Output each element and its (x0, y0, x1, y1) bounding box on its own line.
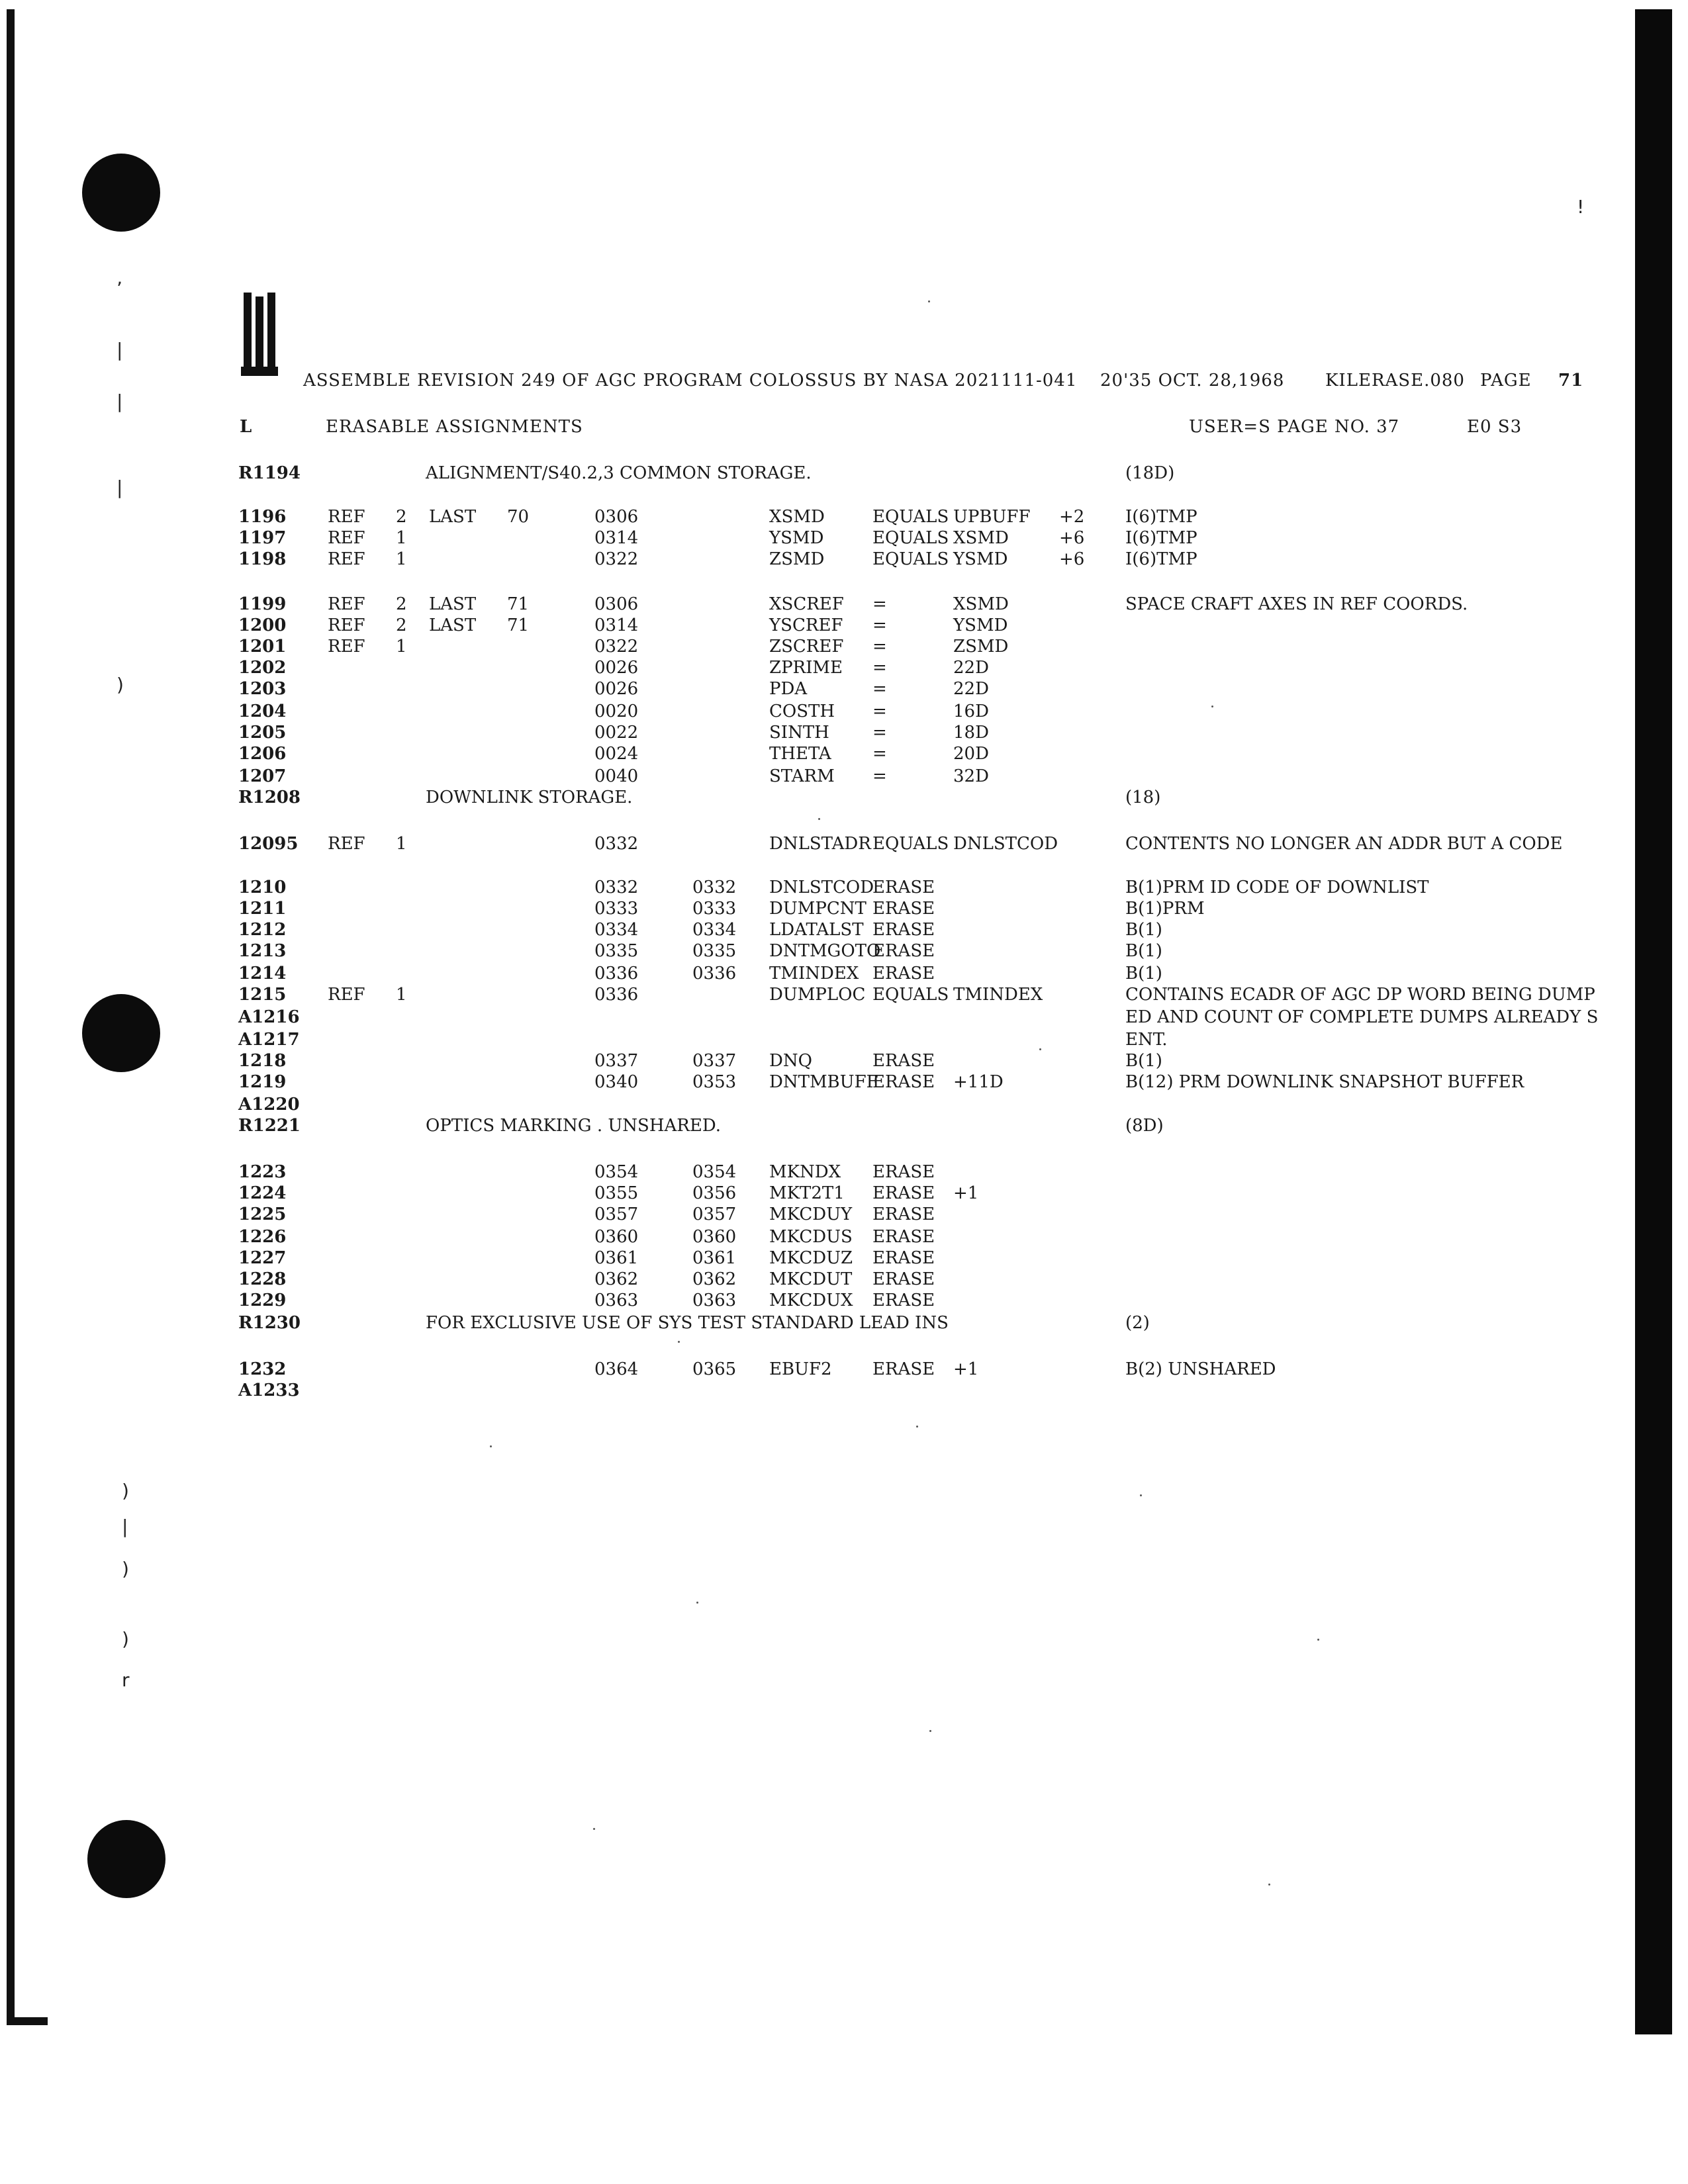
operator: = (872, 637, 887, 657)
margin-mark: | (122, 1516, 128, 1537)
operand: UPBUFF (953, 507, 1031, 527)
operator: ERASE (872, 1072, 935, 1092)
operand: 32D (953, 766, 989, 786)
comment: CONTAINS ECADR OF AGC DP WORD BEING DUMP (1125, 985, 1595, 1005)
line-number: 1196 (238, 507, 287, 527)
comment: ED AND COUNT OF COMPLETE DUMPS ALREADY S (1125, 1007, 1599, 1027)
listing-code: E0 S3 (1467, 417, 1523, 437)
address-start: 0363 (594, 1291, 639, 1310)
operator: EQUALS (872, 985, 949, 1005)
bottom-page-border (7, 2017, 48, 2025)
operand: 22D (953, 679, 989, 699)
operand: +1 (953, 1359, 979, 1379)
margin-mark: | (117, 477, 123, 498)
operator: ERASE (872, 1205, 935, 1224)
last-page: 71 (507, 615, 530, 635)
symbol-name: MKCDUS (769, 1227, 853, 1247)
comment: (8D) (1125, 1116, 1164, 1136)
address-start: 0314 (594, 615, 639, 635)
line-number: R1208 (238, 788, 301, 807)
ref-flag: REF (328, 594, 365, 614)
page-number: 71 (1558, 371, 1584, 390)
line-number: 1226 (238, 1227, 287, 1247)
line-number: 12095 (238, 834, 299, 854)
line-number: 1202 (238, 658, 287, 678)
binder-hole-icon (82, 154, 160, 232)
symbol-name: PDA (769, 679, 808, 699)
comment: (18) (1125, 788, 1161, 807)
last-page: 71 (507, 594, 530, 614)
operator: = (872, 679, 887, 699)
comment: SPACE CRAFT AXES IN REF COORDS. (1125, 594, 1468, 614)
symbol-name: EBUF2 (769, 1359, 832, 1379)
address-end: 0353 (692, 1072, 737, 1092)
line-number: 1228 (238, 1269, 287, 1289)
line-number: 1232 (238, 1359, 287, 1379)
ref-count: 2 (396, 615, 407, 635)
line-number: 1218 (238, 1051, 287, 1071)
modifier: +2 (1059, 507, 1085, 527)
last-label: LAST (429, 615, 477, 635)
margin-mark: ) (122, 1628, 129, 1650)
line-number: 1203 (238, 679, 287, 699)
l-marker: L (240, 417, 253, 437)
comment: B(1)PRM (1125, 899, 1205, 919)
comment: B(2) UNSHARED (1125, 1359, 1276, 1379)
operand: TMINDEX (953, 985, 1043, 1005)
symbol-name: COSTH (769, 702, 835, 721)
symbol-name: DNTMGOTO (769, 941, 881, 961)
address-start: 0020 (594, 702, 639, 721)
operator: ERASE (872, 878, 935, 897)
symbol-name: LDATALST (769, 920, 864, 940)
operator: = (872, 615, 887, 635)
comment: B(1)PRM ID CODE OF DOWNLIST (1125, 878, 1429, 897)
address-start: 0360 (594, 1227, 639, 1247)
ref-count: 1 (396, 549, 407, 569)
operator: ERASE (872, 1051, 935, 1071)
listing-row (0, 899, 1615, 921)
last-label: LAST (429, 507, 477, 527)
address-start: 0026 (594, 679, 639, 699)
address-start: 0306 (594, 594, 639, 614)
symbol-name: THETA (769, 744, 831, 764)
symbol-name: ZSMD (769, 549, 825, 569)
listing-row (0, 1359, 1615, 1382)
line-number: A1216 (238, 1007, 300, 1027)
margin-mark: ! (1577, 196, 1585, 218)
last-page: 70 (507, 507, 530, 527)
section-title: ERASABLE ASSIGNMENTS (326, 417, 583, 437)
section-header-row (0, 1116, 1615, 1138)
symbol-name: YSCREF (769, 615, 843, 635)
ref-count: 1 (396, 834, 407, 854)
ref-flag: REF (328, 834, 365, 854)
operator: ERASE (872, 899, 935, 919)
comment: I(6)TMP (1125, 528, 1197, 548)
operator: ERASE (872, 1162, 935, 1182)
listing-row (0, 637, 1615, 659)
operand: 22D (953, 658, 989, 678)
section-name: ALIGNMENT/S40.2,3 COMMON STORAGE. (426, 463, 812, 483)
ref-flag: REF (328, 985, 365, 1005)
symbol-name: SINTH (769, 723, 829, 743)
symbol-name: MKNDX (769, 1162, 841, 1182)
line-number: 1204 (238, 702, 287, 721)
symbol-name: STARM (769, 766, 835, 786)
listing-row (0, 658, 1615, 680)
operator: = (872, 766, 887, 786)
listing-row (0, 1007, 1615, 1030)
operator: = (872, 744, 887, 764)
address-start: 0306 (594, 507, 639, 527)
section-name: FOR EXCLUSIVE USE OF SYS TEST STANDARD LEAD INS (426, 1313, 949, 1333)
symbol-name: ZSCREF (769, 637, 844, 657)
operator: ERASE (872, 1183, 935, 1203)
comment: B(12) PRM DOWNLINK SNAPSHOT BUFFER (1125, 1072, 1524, 1092)
ref-flag: REF (328, 549, 365, 569)
address-start: 0336 (594, 985, 639, 1005)
file-name: KILERASE.080 (1325, 371, 1465, 390)
line-number: 1214 (238, 964, 287, 983)
address-end: 0354 (692, 1162, 737, 1182)
symbol-name: DNQ (769, 1051, 812, 1071)
margin-mark: | (117, 390, 123, 412)
listing-row (0, 1205, 1615, 1227)
comment: I(6)TMP (1125, 507, 1197, 527)
ref-flag: REF (328, 615, 365, 635)
ref-count: 1 (396, 637, 407, 657)
ref-count: 2 (396, 594, 407, 614)
ref-flag: REF (328, 637, 365, 657)
listing-row (0, 1269, 1615, 1292)
line-number: A1233 (238, 1381, 300, 1400)
operand: +1 (953, 1183, 979, 1203)
margin-mark: | (117, 339, 123, 361)
line-number: 1227 (238, 1248, 287, 1268)
listing-row (0, 920, 1615, 942)
symbol-name: XSMD (769, 507, 825, 527)
listing-row (0, 1095, 1615, 1117)
address-start: 0364 (594, 1359, 639, 1379)
line-number: 1224 (238, 1183, 287, 1203)
ref-flag: REF (328, 507, 365, 527)
address-end: 0363 (692, 1291, 737, 1310)
symbol-name: TMINDEX (769, 964, 859, 983)
operator: ERASE (872, 1359, 935, 1379)
address-start: 0335 (594, 941, 639, 961)
line-number: A1217 (238, 1030, 300, 1050)
address-start: 0333 (594, 899, 639, 919)
binder-hole-icon (87, 1820, 165, 1898)
address-start: 0334 (594, 920, 639, 940)
margin-mark: r (122, 1669, 130, 1691)
listing-row (0, 1051, 1615, 1073)
line-number: 1229 (238, 1291, 287, 1310)
comment: (18D) (1125, 463, 1175, 483)
operand: 16D (953, 702, 989, 721)
address-end: 0356 (692, 1183, 737, 1203)
comment: B(1) (1125, 920, 1162, 940)
operand: XSMD (953, 528, 1009, 548)
line-number: A1220 (238, 1095, 300, 1115)
operator: ERASE (872, 964, 935, 983)
line-number: 1201 (238, 637, 287, 657)
address-start: 0354 (594, 1162, 639, 1182)
listing-row (0, 744, 1615, 766)
line-number: 1200 (238, 615, 287, 635)
line-number: 1199 (238, 594, 287, 614)
address-end: 0357 (692, 1205, 737, 1224)
listing-row (0, 549, 1615, 572)
modifier: +6 (1059, 528, 1085, 548)
address-start: 0322 (594, 637, 639, 657)
line-number: 1210 (238, 878, 287, 897)
ref-count: 1 (396, 985, 407, 1005)
margin-mark: ) (117, 674, 124, 696)
operand: YSMD (953, 615, 1008, 635)
line-number: 1212 (238, 920, 287, 940)
address-end: 0361 (692, 1248, 737, 1268)
listing-row (0, 615, 1615, 638)
address-start: 0322 (594, 549, 639, 569)
address-end: 0365 (692, 1359, 737, 1379)
comment: B(1) (1125, 964, 1162, 983)
address-end: 0333 (692, 899, 737, 919)
operator: = (872, 723, 887, 743)
address-start: 0336 (594, 964, 639, 983)
operator: ERASE (872, 941, 935, 961)
line-number: 1206 (238, 744, 287, 764)
listing-row (0, 1227, 1615, 1250)
operand: 18D (953, 723, 989, 743)
operator: EQUALS (872, 528, 949, 548)
symbol-name: MKCDUY (769, 1205, 853, 1224)
listing-row (0, 964, 1615, 986)
address-start: 0332 (594, 834, 639, 854)
line-number: 1219 (238, 1072, 287, 1092)
line-number: R1194 (238, 463, 301, 483)
line-number: 1198 (238, 549, 287, 569)
address-end: 0360 (692, 1227, 737, 1247)
comment: B(1) (1125, 941, 1162, 961)
operator: = (872, 594, 887, 614)
listing-row (0, 594, 1615, 617)
comment: ENT. (1125, 1030, 1168, 1050)
address-end: 0332 (692, 878, 737, 897)
address-start: 0362 (594, 1269, 639, 1289)
line-number: R1230 (238, 1313, 301, 1333)
operator: ERASE (872, 1291, 935, 1310)
operand: DNLSTCOD (953, 834, 1058, 854)
address-start: 0340 (594, 1072, 639, 1092)
listing-row (0, 1291, 1615, 1313)
modifier: +6 (1059, 549, 1085, 569)
operand: +11D (953, 1072, 1004, 1092)
address-end: 0337 (692, 1051, 737, 1071)
symbol-name: ZPRIME (769, 658, 843, 678)
line-number: 1211 (238, 899, 287, 919)
operand: ZSMD (953, 637, 1009, 657)
listing-row (0, 528, 1615, 551)
symbol-name: MKCDUX (769, 1291, 853, 1310)
line-number: 1207 (238, 766, 287, 786)
address-start: 0024 (594, 744, 639, 764)
address-start: 0355 (594, 1183, 639, 1203)
comment: B(1) (1125, 1051, 1162, 1071)
operator: = (872, 658, 887, 678)
symbol-name: MKCDUT (769, 1269, 853, 1289)
section-name: OPTICS MARKING . UNSHARED. (426, 1116, 722, 1136)
operand: XSMD (953, 594, 1009, 614)
section-header-row (0, 788, 1615, 810)
operator: ERASE (872, 1269, 935, 1289)
symbol-name: MKCDUZ (769, 1248, 853, 1268)
listing-row (0, 507, 1615, 529)
margin-mark: ) (122, 1558, 129, 1580)
section-header-row (0, 463, 1615, 486)
section-header-row (0, 1313, 1615, 1336)
margin-mark: ʼ (117, 278, 122, 300)
page-label: PAGE (1480, 371, 1532, 390)
operator: ERASE (872, 1248, 935, 1268)
address-start: 0357 (594, 1205, 639, 1224)
operator: ERASE (872, 920, 935, 940)
address-start: 0314 (594, 528, 639, 548)
listing-row (0, 985, 1615, 1007)
listing-row (0, 1381, 1615, 1403)
listing-row (0, 1030, 1615, 1052)
symbol-name: YSMD (769, 528, 824, 548)
comment: (2) (1125, 1313, 1150, 1333)
operand: 20D (953, 744, 989, 764)
user-page-number: USER=S PAGE NO. 37 (1189, 417, 1400, 437)
operator: EQUALS (872, 834, 949, 854)
address-end: 0362 (692, 1269, 737, 1289)
address-end: 0335 (692, 941, 737, 961)
address-start: 0040 (594, 766, 639, 786)
assemble-line: ASSEMBLE REVISION 249 OF AGC PROGRAM COLOSSUS BY NASA 2021111-041 (303, 371, 1078, 390)
listing-row (0, 1072, 1615, 1095)
operator: = (872, 702, 887, 721)
listing-row (0, 723, 1615, 745)
address-end: 0336 (692, 964, 737, 983)
operand: YSMD (953, 549, 1008, 569)
operator: ERASE (872, 1227, 935, 1247)
line-number: 1205 (238, 723, 287, 743)
ref-count: 1 (396, 528, 407, 548)
listing-row (0, 1183, 1615, 1206)
comment: CONTENTS NO LONGER AN ADDR BUT A CODE (1125, 834, 1563, 854)
ref-count: 2 (396, 507, 407, 527)
timestamp: 20'35 OCT. 28,1968 (1100, 371, 1285, 390)
right-scan-edge (1635, 9, 1672, 2034)
margin-mark: ) (122, 1480, 129, 1502)
line-number: 1213 (238, 941, 287, 961)
symbol-name: XSCREF (769, 594, 844, 614)
symbol-name: DNLSTCOD (769, 878, 874, 897)
last-label: LAST (429, 594, 477, 614)
line-number: R1221 (238, 1116, 301, 1136)
address-end: 0334 (692, 920, 737, 940)
operator: EQUALS (872, 549, 949, 569)
address-start: 0026 (594, 658, 639, 678)
listing-row (0, 834, 1615, 856)
section-name: DOWNLINK STORAGE. (426, 788, 633, 807)
address-start: 0022 (594, 723, 639, 743)
symbol-name: MKT2T1 (769, 1183, 845, 1203)
listing-row (0, 1248, 1615, 1271)
address-start: 0337 (594, 1051, 639, 1071)
symbol-name: DNTMBUFF (769, 1072, 878, 1092)
address-start: 0361 (594, 1248, 639, 1268)
comment: I(6)TMP (1125, 549, 1197, 569)
listing-row (0, 878, 1615, 900)
address-start: 0332 (594, 878, 639, 897)
listing-row (0, 702, 1615, 724)
line-number: 1215 (238, 985, 287, 1005)
listing-row (0, 1162, 1615, 1185)
symbol-name: DUMPCNT (769, 899, 867, 919)
listing-row (0, 941, 1615, 964)
line-number: 1223 (238, 1162, 287, 1182)
printer-stamp-icon (241, 293, 302, 385)
line-number: 1225 (238, 1205, 287, 1224)
listing-row (0, 766, 1615, 789)
listing-row (0, 679, 1615, 702)
symbol-name: DNLSTADR (769, 834, 871, 854)
operator: EQUALS (872, 507, 949, 527)
line-number: 1197 (238, 528, 287, 548)
ref-flag: REF (328, 528, 365, 548)
symbol-name: DUMPLOC (769, 985, 866, 1005)
